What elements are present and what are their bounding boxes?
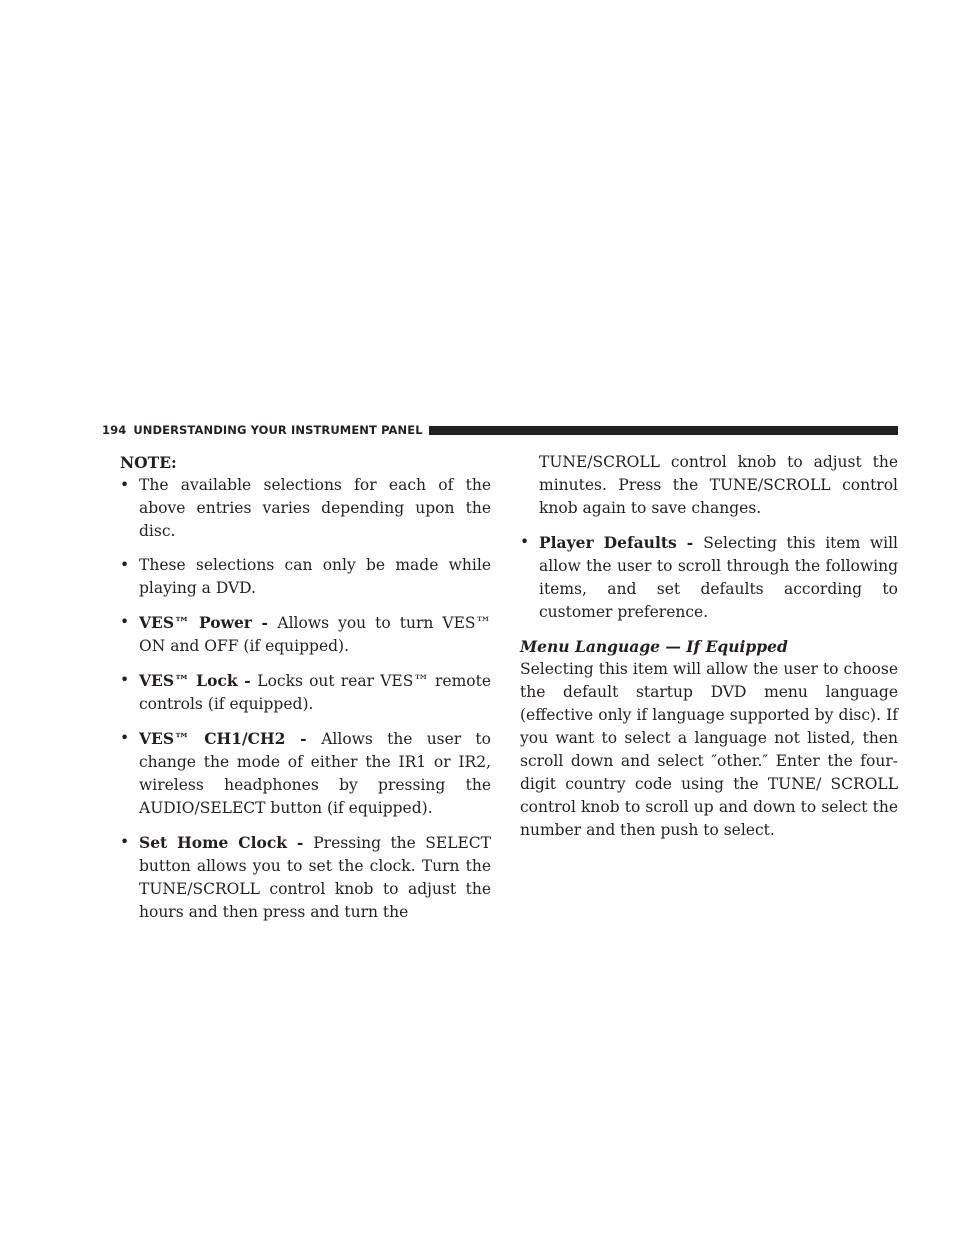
subheading: Menu Language — If Equipped [520, 637, 788, 656]
bullet-icon: • [120, 729, 130, 747]
bullet-icon: • [120, 476, 130, 494]
item-text: The available selections for each of the above entries varies depending upon the disc. [139, 476, 491, 540]
page-number: 194 [102, 423, 127, 437]
item-term: VES™ Power - [139, 613, 278, 632]
continued-text: TUNE/SCROLL control knob to adjust the minutes. Press the TUNE/SCROLL control knob again to save changes. [539, 453, 898, 517]
list-item [120, 727, 491, 820]
bullet-icon: • [120, 613, 130, 631]
note-label: NOTE: [120, 453, 177, 472]
item-term: Set Home Clock - [139, 833, 314, 852]
item-text: Selecting this item will allow the user to scroll through the following items, and set defaults according to customer preference. [539, 534, 898, 621]
header-rule [429, 426, 898, 435]
right-column [520, 451, 898, 842]
item-text: Pressing the SELECT button allows you to set the clock. Turn the TUNE/SCROLL control knob to adjust the hours and then press and turn the [139, 834, 491, 921]
left-column [120, 451, 491, 924]
bullet-icon: • [120, 833, 130, 851]
section-title: UNDERSTANDING YOUR INSTRUMENT PANEL [133, 423, 423, 437]
bullet-icon: • [120, 556, 130, 574]
item-term: VES™ Lock - [139, 671, 258, 690]
item-text: These selections can only be made while playing a DVD. [139, 556, 491, 597]
bullet-icon: • [120, 671, 130, 689]
item-term: VES™ CH1/CH2 - [139, 729, 322, 748]
list-item [120, 669, 491, 716]
list-item [120, 831, 491, 924]
list-item [520, 531, 898, 624]
item-text: Allows you to turn VES™ ON and OFF (if equipped). [139, 614, 491, 655]
item-text: Locks out rear VES™ remote controls (if equipped). [139, 672, 491, 713]
list-item [120, 554, 491, 600]
body-paragraph: Selecting this item will allow the user to choose the default startup DVD menu language (effective only if language supported by disc). If you want to select a language not listed, then scroll down and select ″other.″ Enter the four-digit country code using the TUNE/ SCROLL control knob to scroll up and down to select the number and then push to select. [520, 660, 898, 839]
list-item [120, 474, 491, 543]
bullet-icon: • [520, 533, 530, 551]
item-text: Allows the user to change the mode of either the IR1 or IR2, wireless headphones by pressing the AUDIO/SELECT button (if equipped). [139, 730, 491, 817]
page-header [102, 422, 898, 438]
list-item [120, 611, 491, 658]
item-term: Player Defaults - [539, 533, 704, 552]
